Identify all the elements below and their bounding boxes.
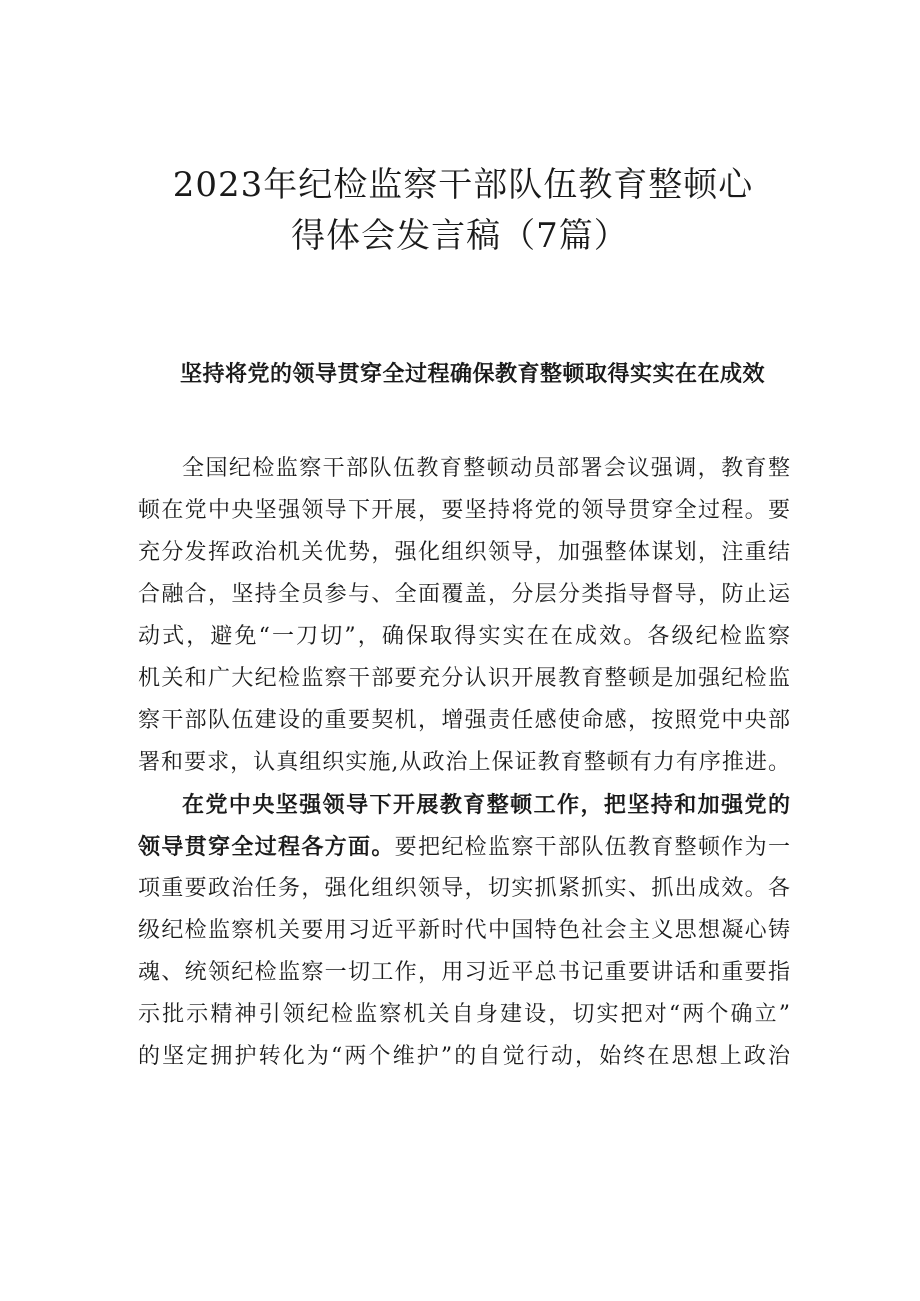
title-line-1: 2023年纪检监察干部队伍教育整顿心 xyxy=(172,165,754,205)
paragraph-2-line: 魂、统领纪检监察一切工作，用习近平总书记重要讲话和重要指 xyxy=(138,960,790,985)
paragraph-2-lead-bold: 领导贯穿全过程各方面。 xyxy=(138,834,395,860)
paragraph-2-lead-line: 在党中央坚强领导下开展教育整顿工作，把坚持和加强党的 xyxy=(182,792,790,818)
paragraph-1-line: 全国纪检监察干部队伍教育整顿动员部署会议强调，教育整 xyxy=(182,456,790,481)
paragraph-2-line xyxy=(138,826,790,868)
paragraph-2-line: 的坚定拥护转化为“两个维护”的自觉行动，始终在思想上政治 xyxy=(138,1044,790,1069)
paragraph-2-line: 示批示精神引领纪检监察机关自身建设，切实把对“两个确立” xyxy=(138,1002,790,1027)
paragraph-1-line: 署和要求，认真组织实施,从政治上保证教育整顿有力有序推进。 xyxy=(138,750,790,775)
document-body xyxy=(138,448,790,1078)
paragraph-1-line: 机关和广大纪检监察干部要充分认识开展教育整顿是加强纪检监 xyxy=(138,666,790,691)
paragraph-2-line-rest: 要把纪检监察干部队伍教育整顿作为一 xyxy=(394,835,790,860)
paragraph-2-line: 项重要政治任务，强化组织领导，切实抓紧抓实、抓出成效。各 xyxy=(138,876,790,901)
paragraph-1-line: 动式，避免“一刀切”，确保取得实实在在成效。各级纪检监察 xyxy=(138,624,790,649)
paragraph-1-line: 合融合，坚持全员参与、全面覆盖，分层分类指导督导，防止运 xyxy=(138,582,790,607)
paragraph-1-line: 顿在党中央坚强领导下开展，要坚持将党的领导贯穿全过程。要 xyxy=(138,498,790,523)
paragraph-1-line: 察干部队伍建设的重要契机，增强责任感使命感，按照党中央部 xyxy=(138,708,790,733)
title-line-2: 得体会发言稿（7篇） xyxy=(291,216,629,256)
section-heading: 坚持将党的领导贯穿全过程确保教育整顿取得实实在在成效 xyxy=(180,361,766,387)
document-title xyxy=(0,160,920,262)
paragraph-2-line: 级纪检监察机关要用习近平新时代中国特色社会主义思想凝心铸 xyxy=(138,918,790,943)
paragraph-1-line: 充分发挥政治机关优势，强化组织领导，加强整体谋划，注重结 xyxy=(138,540,790,565)
